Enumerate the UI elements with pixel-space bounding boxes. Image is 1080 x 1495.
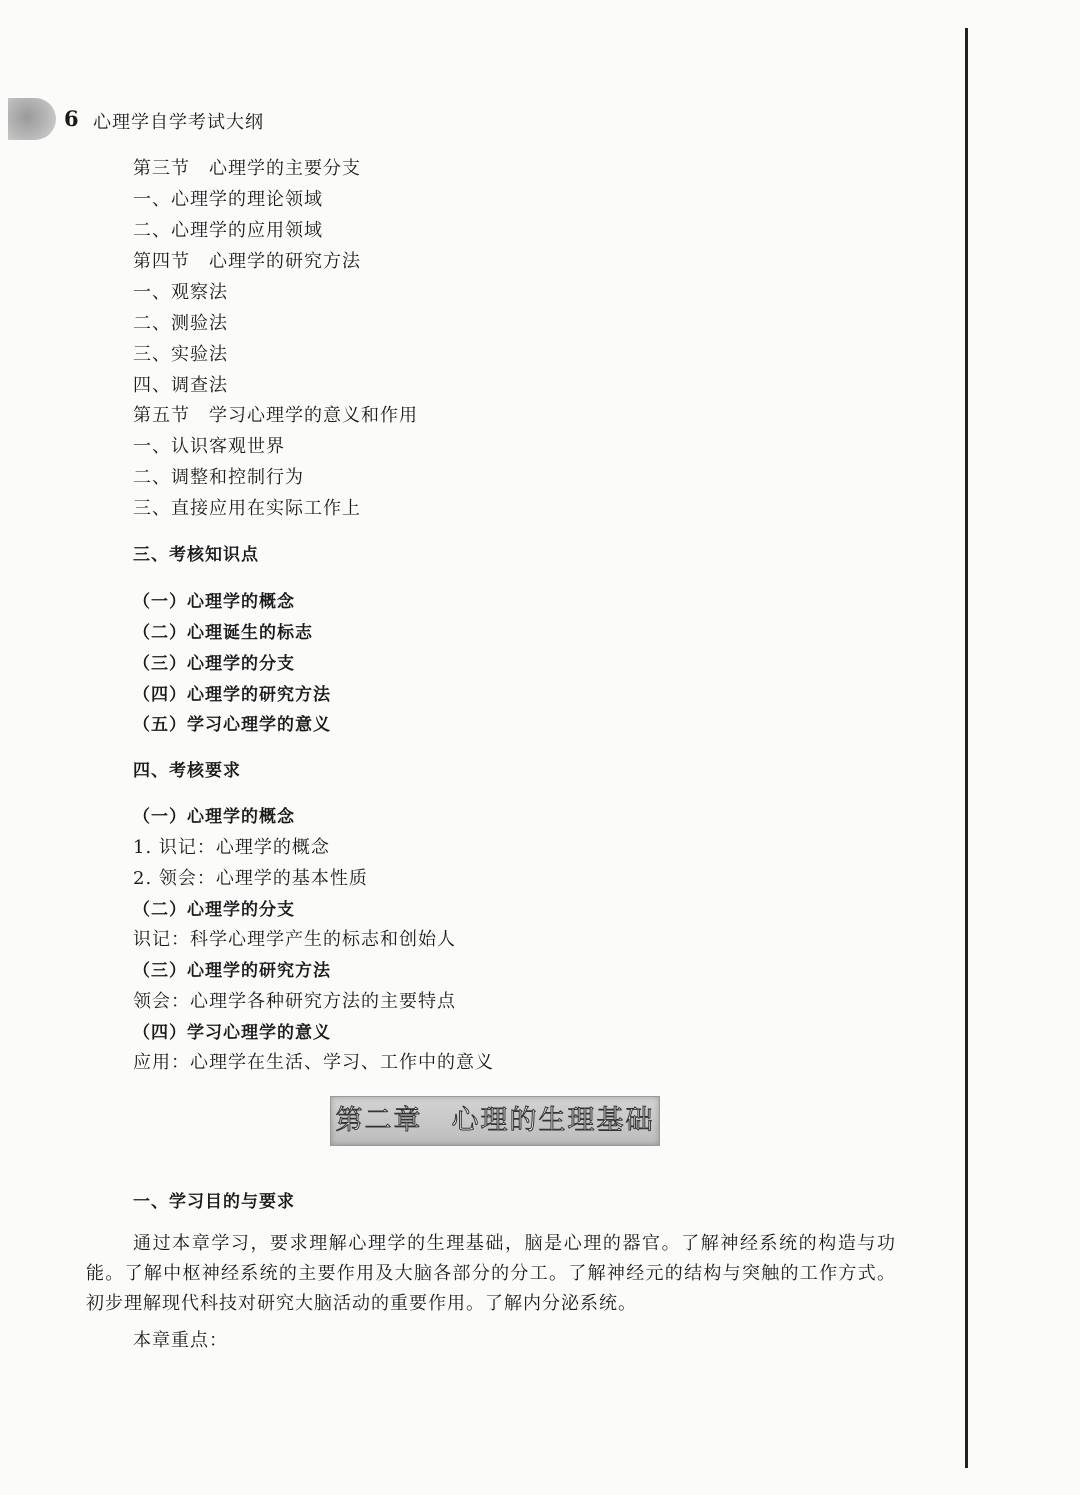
section-4-title: 第四节 心理学的研究方法: [133, 251, 361, 272]
page-edge-rule: [965, 28, 968, 1468]
requirement-subheading: （三）心理学的研究方法: [133, 961, 331, 981]
outline-item: 一、观察法: [133, 282, 228, 303]
outline-item: 三、直接应用在实际工作上: [133, 498, 361, 519]
outline-item: 二、心理学的应用领域: [133, 220, 323, 241]
requirement-subheading: （二）心理学的分支: [133, 900, 295, 920]
requirement-line: 应用：心理学在生活、学习、工作中的意义: [133, 1052, 494, 1073]
outline-item: 四、调查法: [133, 375, 228, 396]
outline-item: 一、认识客观世界: [133, 436, 285, 457]
knowledge-point-item: （三）心理学的分支: [133, 654, 295, 674]
outline-item: 三、实验法: [133, 344, 228, 365]
knowledge-point-item: （一）心理学的概念: [133, 592, 295, 612]
chapter-2-section-heading: 一、学习目的与要求: [133, 1192, 295, 1212]
requirement-line: 1. 识记：心理学的概念: [133, 837, 330, 858]
requirement-subheading: （一）心理学的概念: [133, 807, 295, 827]
header-tab-decoration: [8, 98, 56, 140]
requirement-line: 识记：科学心理学产生的标志和创始人: [133, 929, 456, 950]
section-3-title: 第三节 心理学的主要分支: [133, 158, 361, 179]
outline-item: 一、心理学的理论领域: [133, 189, 323, 210]
knowledge-point-item: （二）心理诞生的标志: [133, 623, 313, 643]
section-5-title: 第五节 学习心理学的意义和作用: [133, 405, 418, 426]
outline-item: 二、调整和控制行为: [133, 467, 304, 488]
knowledge-point-item: （五）学习心理学的意义: [133, 715, 331, 735]
requirement-line: 领会：心理学各种研究方法的主要特点: [133, 991, 456, 1012]
knowledge-point-item: （四）心理学的研究方法: [133, 685, 331, 705]
outline-item: 二、测验法: [133, 313, 228, 334]
chapter-2-banner: 第二章 心理的生理基础: [330, 1096, 660, 1146]
running-head-title: 心理学自学考试大纲: [93, 112, 264, 133]
requirement-subheading: （四）学习心理学的意义: [133, 1023, 331, 1043]
requirements-heading: 四、考核要求: [133, 761, 241, 781]
knowledge-points-heading: 三、考核知识点: [133, 545, 259, 565]
requirement-line: 2. 领会：心理学的基本性质: [133, 868, 368, 889]
page-number: 6: [64, 106, 79, 131]
chapter-2-intro-paragraph: 通过本章学习，要求理解心理学的生理基础，脑是心理的器官。了解神经系统的构造与功能。了解中枢神经系统的主要作用及大脑各部分的分工。了解神经元的结构与突触的工作方式。初步理解现代科技对研究大脑活动的重要作用。了解内分泌系统。: [86, 1233, 896, 1314]
key-points-label: 本章重点：: [133, 1330, 228, 1351]
